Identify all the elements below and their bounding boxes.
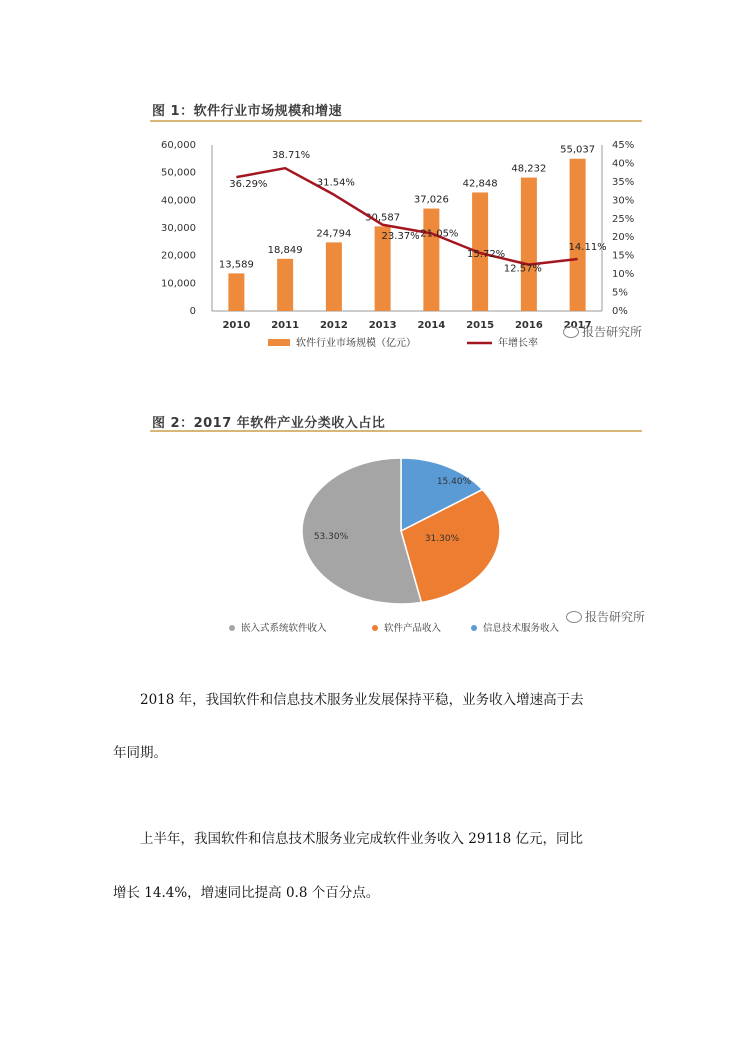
figure1-title: 图 1：软件行业市场规模和增速 [152,104,343,119]
bar [570,159,586,311]
figure2-rule [150,430,642,432]
figure1-rule [150,120,642,122]
bar [228,273,244,311]
paragraph-2-line-1: 上半年，我国软件和信息技术服务业完成软件业务收入 29118 亿元，同比 [140,831,584,847]
line-data-label: 23.37% [381,230,420,242]
right-tick-label: 15% [612,250,635,262]
right-tick-label: 5% [612,287,628,299]
bar-data-label: 37,026 [413,194,449,206]
line-data-label: 38.71% [272,150,311,162]
watermark-2: 报告研究所 [566,608,645,625]
paragraph-1-line-1: 2018 年，我国软件和信息技术服务业发展保持平稳，业务收入增速高于去 [140,692,584,708]
line-data-label: 31.54% [316,177,355,189]
right-tick-label: 30% [612,195,635,207]
x-tick-label: 2010 [222,320,251,331]
paragraph-1-line-2: 年同期。 [113,745,167,761]
right-tick-label: 45% [612,140,635,151]
pie-chart [200,450,620,645]
left-tick-label: 60,000 [161,140,196,151]
bar [277,259,293,311]
legend-dot [471,625,477,631]
right-tick-label: 10% [612,269,635,281]
wechat-icon [563,326,579,338]
legend-bar-swatch [268,339,290,346]
bar [326,242,342,311]
legend-label: 嵌入式系统软件收入 [241,623,327,634]
line-data-label: 12.57% [503,263,542,275]
left-tick-label: 10,000 [161,278,196,290]
right-tick-label: 25% [612,213,635,225]
bar-data-label: 55,037 [560,144,596,156]
left-tick-label: 30,000 [161,223,196,234]
bar-data-label: 18,849 [267,244,303,256]
legend-line-label: 年增长率 [498,338,538,349]
right-tick-label: 40% [612,158,635,170]
bar-data-label: 13,589 [218,259,254,271]
left-tick-label: 20,000 [161,250,196,262]
x-tick-label: 2015 [466,320,495,331]
right-tick-label: 35% [612,176,635,188]
legend-dot [229,625,235,631]
bar [423,209,439,311]
x-tick-label: 2016 [514,320,543,331]
right-tick-label: 20% [612,232,635,244]
paragraph-2-line-2: 增长 14.4%，增速同比提高 0.8 个百分点。 [113,885,380,901]
x-tick-label: 2017 [563,320,592,331]
figure2-title: 图 2：2017 年软件产业分类收入占比 [152,416,386,431]
right-tick-label: 0% [612,306,628,317]
x-tick-label: 2013 [368,320,397,331]
left-tick-label: 50,000 [161,167,196,179]
wechat-icon [566,611,582,623]
pie-data-label: 53.30% [313,532,349,542]
left-tick-label: 0 [189,306,196,317]
bar-data-label: 48,232 [511,163,547,175]
bar-data-label: 24,794 [316,228,352,240]
line-data-label: 15.72% [467,249,506,261]
pie-data-label: 31.30% [424,534,460,544]
line-data-label: 14.11% [568,241,607,253]
line-data-label: 21.05% [420,228,459,240]
pie-data-label: 15.40% [436,477,472,487]
bar [521,178,537,311]
line-data-label: 36.29% [229,179,268,191]
bar-data-label: 30,587 [365,212,401,224]
legend-label: 软件产品收入 [384,623,442,634]
left-tick-label: 40,000 [161,195,196,207]
bar-data-label: 42,848 [462,178,498,190]
legend-dot [372,625,378,631]
legend-label: 信息技术服务收入 [483,623,560,634]
watermark-1: 报告研究所 [563,323,642,340]
x-tick-label: 2014 [417,320,446,331]
x-tick-label: 2012 [319,320,348,331]
legend-bar-label: 软件行业市场规模（亿元） [296,338,416,349]
x-tick-label: 2011 [271,320,300,331]
